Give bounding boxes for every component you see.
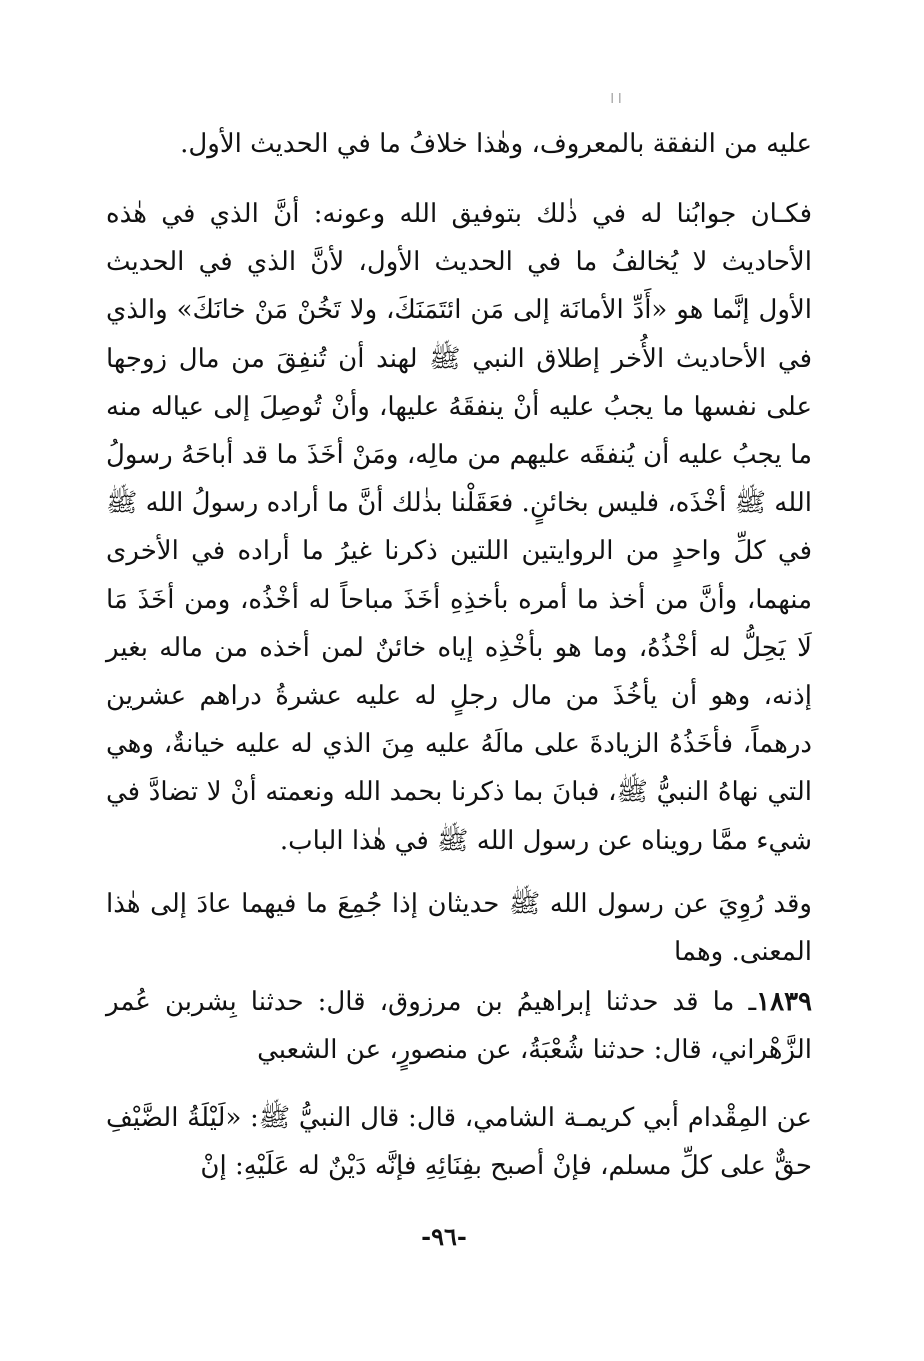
paragraph-1: عليه من النفقة بالمعروف، وهٰذا خلافُ ما في الحديث الأول. [180,129,812,159]
paragraph-2: فكـان جوابُنا له في ذٰلك بتوفيق الله وعونه: أنَّ الذي في هٰذه الأحاديث لا يُخالفُ ما في الحديث الأول، لأنَّ الذي في الحديث الأول إنَّما هو «أَدِّ الأمانَة إلى مَن ائتَمَنَكَ، ولا تَخُنْ مَنْ خانَكَ» والذي في الأحاديث الأُخر إطلاق النبي ﷺ لهند أن تُنفِقَ من مال زوجها على نفسها ما يجبُ عليه أنْ ينفقَهُ عليها، وأنْ تُوصِلَ إلى عياله منه ما يجبُ عليه أن يُنفقَه عليهم من مالِه، ومَنْ أخَذَ ما قد أباحَهُ رسولُ الله ﷺ أخْذَه، فليس بخائنٍ. فعَقَلْنا بذٰلك أنَّ ما أراده رسولُ الله ﷺ في كلِّ واحدٍ من الروايتين اللتين ذكرنا غيرُ ما أراده في الأخرى منهما، وأنَّ من أخذ ما أمره بأخذِهِ أخَذَ مباحاً له أخْذُه، ومن أخَذَ مَا لَا يَحِلُّ له أخْذُهُ، وما هو بأخْذِه إياه خائنٌ لمن أخذه من ماله بغير إذنه، وهو أن يأخُذَ من مال رجلٍ له عليه عشرةُ دراهم عشرين درهماً، فأخَذُهُ الزيادةَ على مالَهُ عليه مِنَ الذي له عليه خيانةٌ، وهي التي نهاهُ النبيُّ ﷺ، فبانَ بما ذكرنا بحمد الله ونعمته أنْ لا تضادَّ في شيء ممَّا رويناه عن رسول الله ﷺ في هٰذا الباب. [106,199,812,856]
paragraph-5: عن المِقْدام أبي كريمـة الشامي، قال: قال النبيُّ ﷺ: «لَيْلَةُ الضَّيْفِ حقٌّ على كلِّ مسلم، فإنْ أصبح بفِنَائِهِ فإنَّه دَيْنٌ له عَلَيْهِ: إنْ [106,1103,812,1182]
page-number: -٩٦- [421,1222,467,1251]
hadith-paragraph [106,978,812,1074]
paragraph-3: وقد رُوِيَ عن رسول الله ﷺ حديثان إذا جُمِعَ ما فيهما عادَ إلى هٰذا المعنى. وهما [106,889,812,968]
hadith-text: ـ ما قد حدثنا إبراهيمُ بن مرزوق، قال: حدثنا بِشربن عُمر الزَّهْراني، قال: حدثنا شُعْبَةُ، عن منصورٍ، عن الشعبي [106,987,812,1066]
hadith-number: ١٨٣٩ [756,987,812,1017]
top-margin-mark: ا ا [610,92,622,107]
